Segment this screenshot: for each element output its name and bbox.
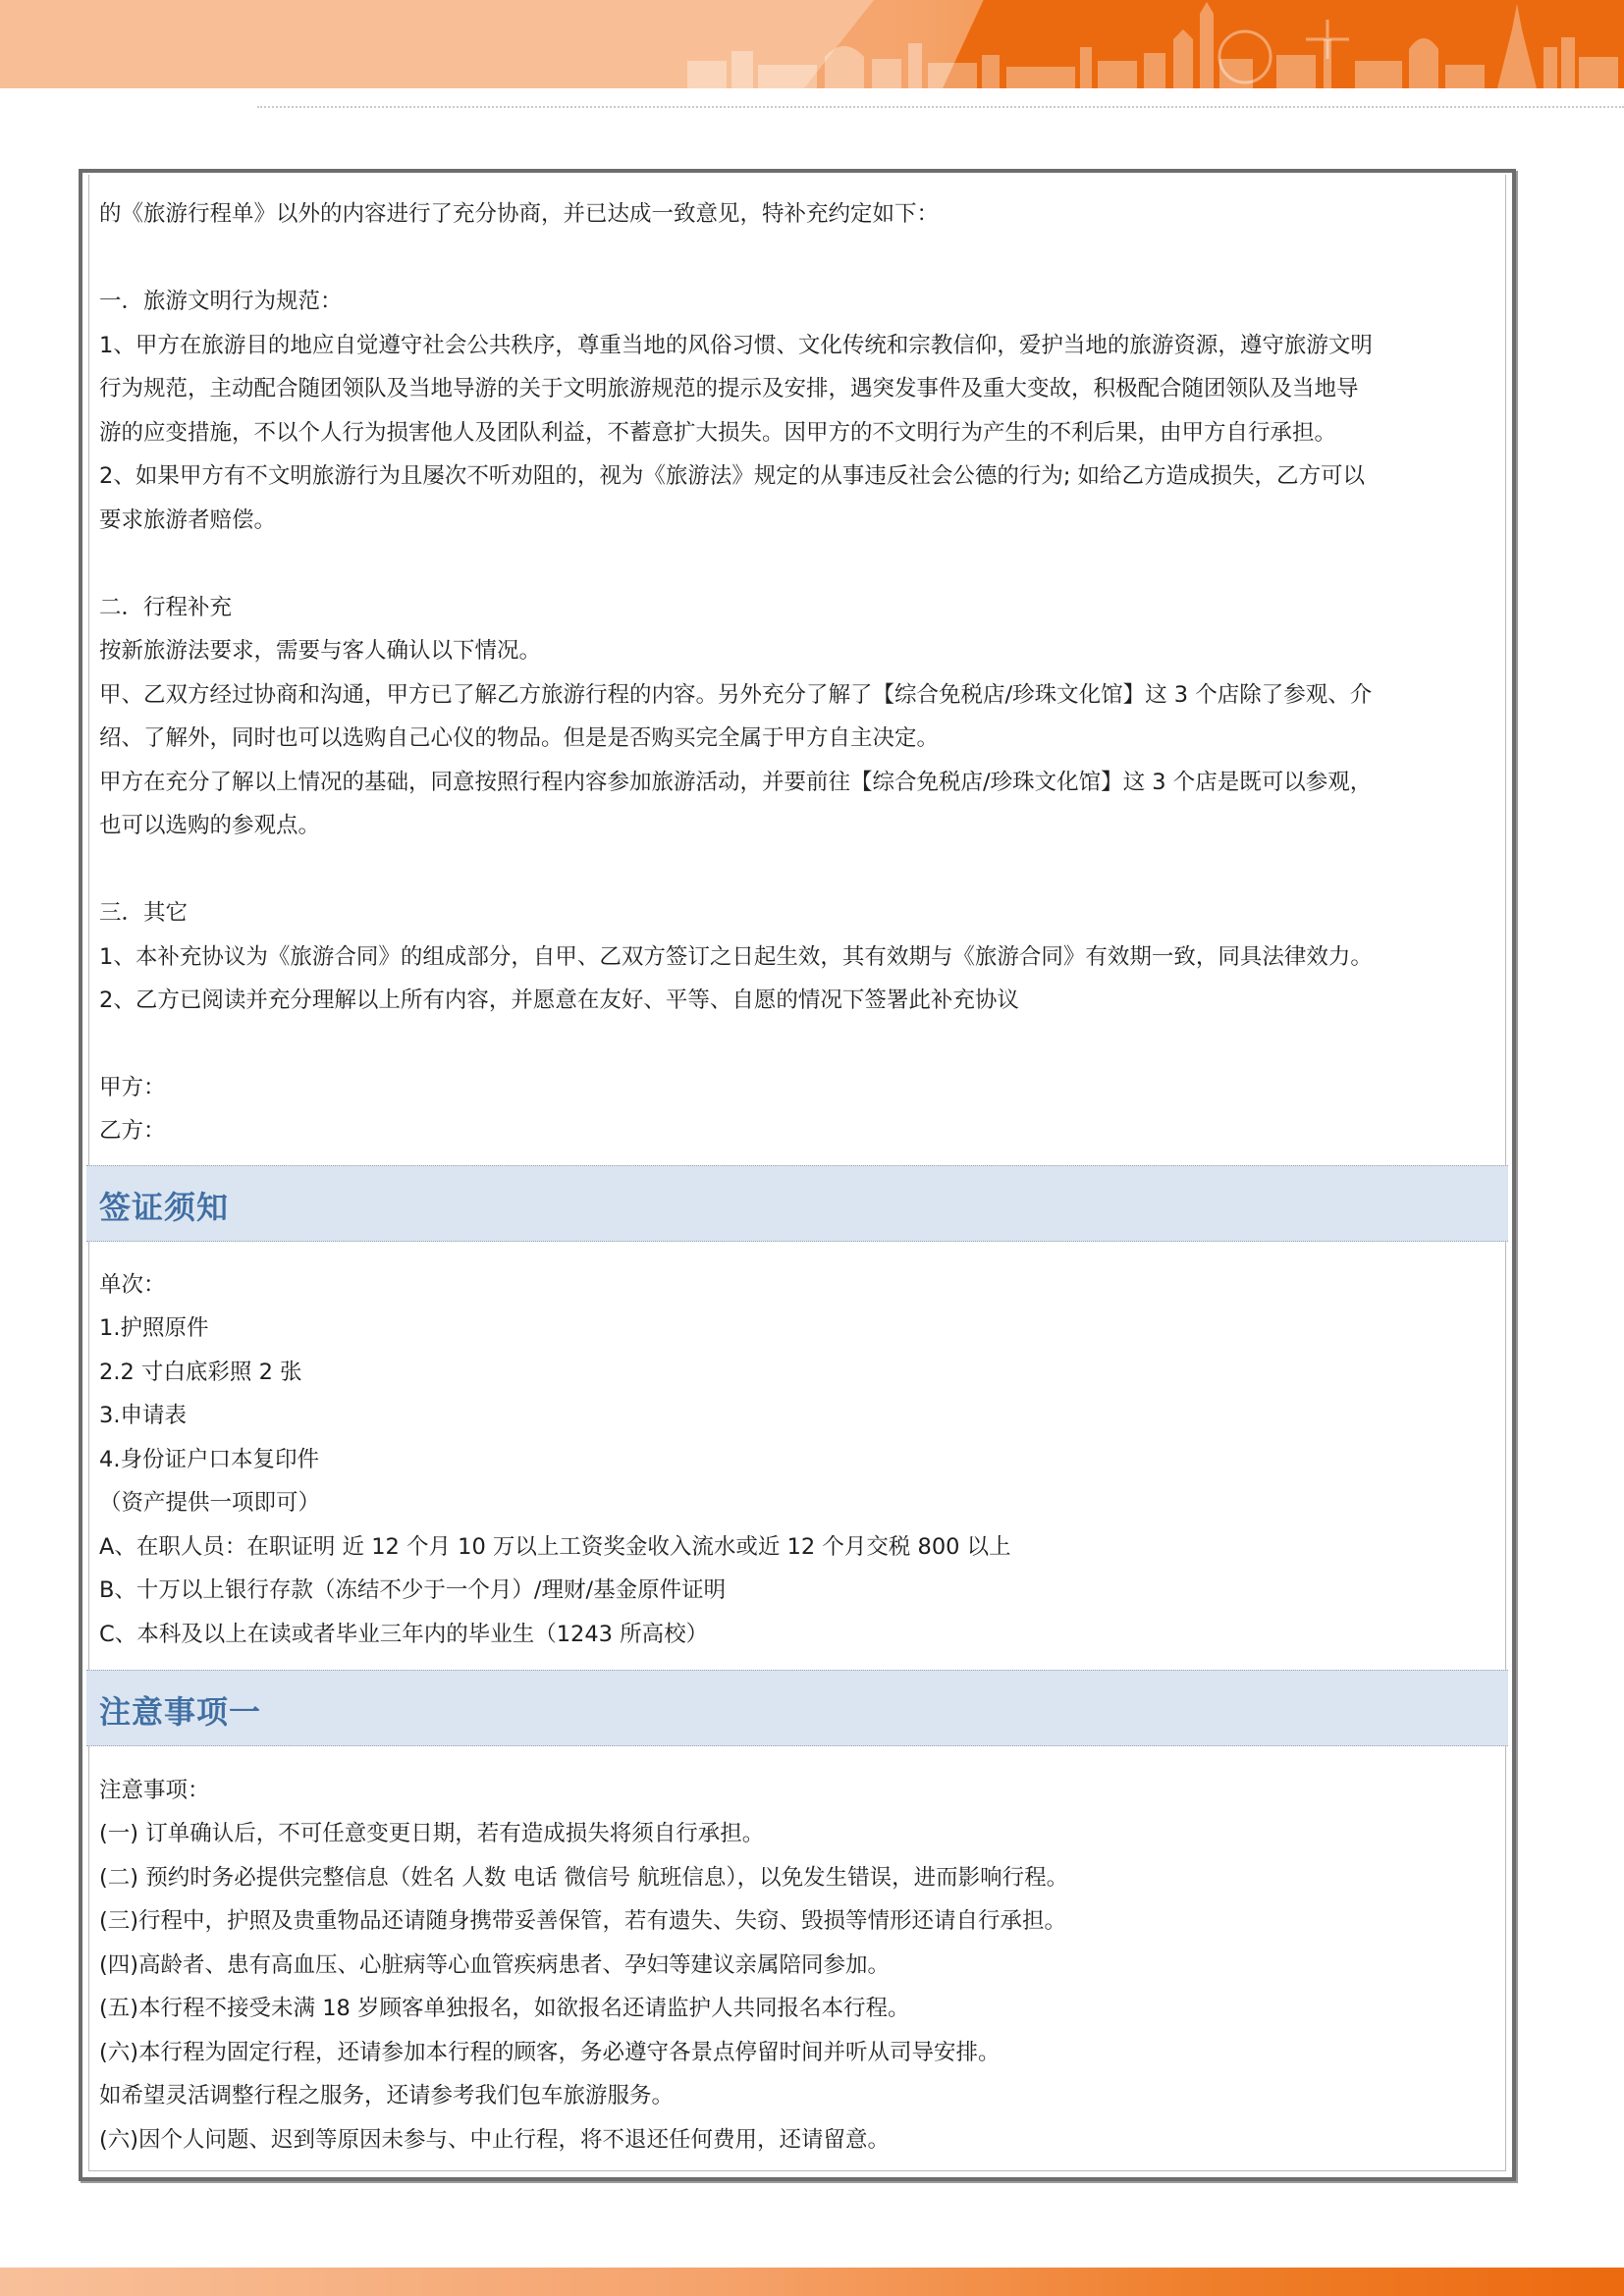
notes-line: 注意事项： (99, 1778, 210, 1803)
part1-line: 游的应变措施，不以个人行为损害他人及团队利益，不蓄意扩大损失。因甲方的不文明行为产生的不利后果，由甲方自行承担。 (99, 420, 1337, 446)
party-a-signature: 甲方： (99, 1075, 166, 1100)
header-divider (257, 106, 1624, 108)
notes-section-title: 注意事项一 (99, 1693, 262, 1731)
visa-section-title: 签证须知 (99, 1189, 230, 1226)
part2-line: 绍、了解外，同时也可以选购自己心仪的物品。但是是否购买完全属于甲方自主决定。 (99, 725, 940, 751)
visa-section-header (86, 1165, 1508, 1242)
part1-line: 2、如果甲方有不文明旅游行为且屡次不听劝阻的，视为《旅游法》规定的从事违反社会公德的行为; 如给乙方造成损失，乙方可以 (99, 463, 1366, 489)
part3-line: 2、乙方已阅读并充分理解以上所有内容，并愿意在友好、平等、自愿的情况下签署此补充协议 (99, 988, 1019, 1013)
notes-line: (二) 预约时务必提供完整信息（姓名 人数 电话 微信号 航班信息），以免发生错误，进而影响行程。 (99, 1865, 1069, 1891)
part2-line: 也可以选购的参观点。 (99, 813, 321, 838)
visa-line: 2.2 寸白底彩照 2 张 (99, 1360, 302, 1385)
header-banner (0, 0, 1624, 88)
visa-line: B、十万以上银行存款（冻结不少于一个月）/理财/基金原件证明 (99, 1577, 727, 1603)
visa-line: 1.护照原件 (99, 1315, 209, 1341)
part2-heading: 二．行程补充 (99, 595, 233, 620)
part1-line: 行为规范，主动配合随团领队及当地导游的关于文明旅游规范的提示及安排，遇突发事件及重大变故，积极配合随团领队及当地导 (99, 376, 1359, 401)
visa-line: 3.申请表 (99, 1403, 187, 1428)
part3-heading: 三．其它 (99, 900, 189, 926)
visa-line: A、在职人员：在职证明 近 12 个月 10 万以上工资奖金收入流水或近 12 个月交税 800 以上 (99, 1534, 1011, 1560)
party-b-signature: 乙方： (99, 1118, 166, 1144)
visa-line: C、本科及以上在读或者毕业三年内的毕业生（1243 所高校） (99, 1622, 709, 1647)
footer-banner (0, 2268, 1624, 2296)
intro-line: 的《旅游行程单》以外的内容进行了充分协商，并已达成一致意见，特补充约定如下： (99, 201, 940, 227)
city-skyline-icon (0, 0, 1624, 88)
notes-line: 如希望灵活调整行程之服务，还请参考我们包车旅游服务。 (99, 2083, 675, 2109)
notes-line: (一) 订单确认后，不可任意变更日期，若有造成损失将须自行承担。 (99, 1821, 765, 1846)
notes-line: (六)因个人问题、迟到等原因未参与、中止行程，将不退还任何费用，还请留意。 (99, 2127, 891, 2153)
notes-line: (五)本行程不接受未满 18 岁顾客单独报名，如欲报名还请监护人共同报名本行程。 (99, 1996, 910, 2021)
part2-line: 按新旅游法要求，需要与客人确认以下情况。 (99, 638, 542, 664)
part1-line: 要求旅游者赔偿。 (99, 507, 277, 533)
visa-line: 4.身份证户口本复印件 (99, 1447, 319, 1472)
visa-line: （资产提供一项即可） (99, 1490, 321, 1516)
notes-line: (六)本行程为固定行程，还请参加本行程的顾客，务必遵守各景点停留时间并听从司导安排。 (99, 2040, 1001, 2065)
part1-line: 1、甲方在旅游目的地应自觉遵守社会公共秩序，尊重当地的风俗习惯、文化传统和宗教信仰，爱护当地的旅游资源，遵守旅游文明 (99, 333, 1373, 358)
part1-heading: 一．旅游文明行为规范： (99, 289, 343, 314)
notes-line: (四)高龄者、患有高血压、心脏病等心血管疾病患者、孕妇等建议亲属陪同参加。 (99, 1952, 891, 1978)
notes-section-header (86, 1670, 1508, 1746)
part2-line: 甲、乙双方经过协商和沟通，甲方已了解乙方旅游行程的内容。另外充分了解了【综合免税店/珍珠文化馆】这 3 个店除了参观、介 (99, 682, 1373, 708)
visa-line: 单次： (99, 1272, 166, 1298)
part3-line: 1、本补充协议为《旅游合同》的组成部分，自甲、乙双方签订之日起生效，其有效期与《旅游合同》有效期一致，同具法律效力。 (99, 944, 1373, 970)
part2-line: 甲方在充分了解以上情况的基础，同意按照行程内容参加旅游活动，并要前往【综合免税店/珍珠文化馆】这 3 个店是既可以参观， (99, 770, 1373, 795)
notes-line: (三)行程中，护照及贵重物品还请随身携带妥善保管，若有遗失、失窃、毁损等情形还请自行承担。 (99, 1908, 1067, 1934)
